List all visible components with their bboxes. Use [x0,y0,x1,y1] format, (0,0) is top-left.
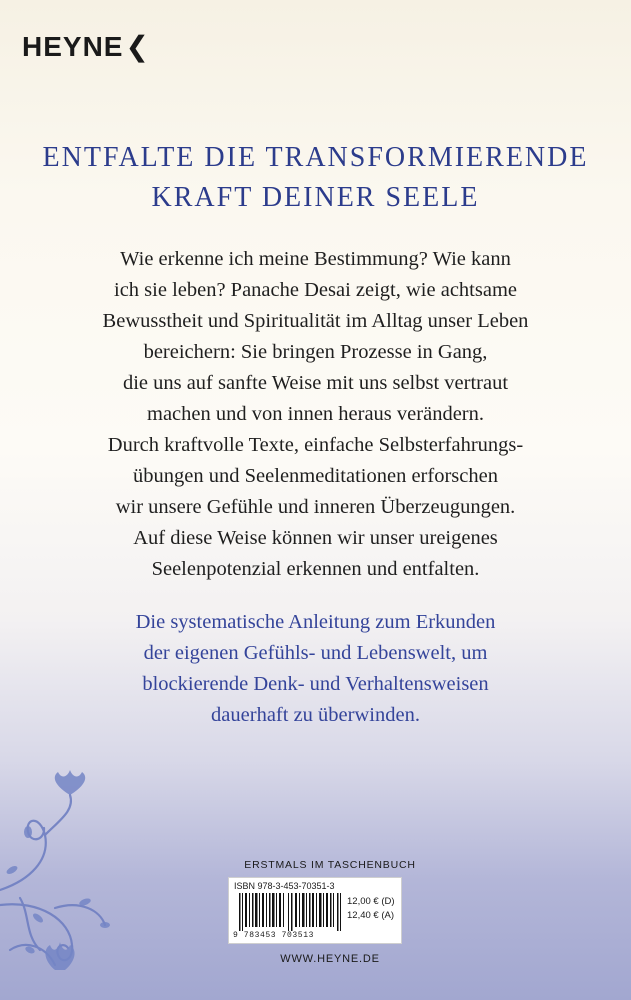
publisher-logo-mark: ❮ [125,31,150,62]
description-line: die uns auf sanfte Weise mit uns selbst vertraut [122,372,509,394]
description-line: machen und von innen heraus verändern. [147,403,484,425]
headline [0,138,631,218]
description-line: Seelenpotenzial erkennen und entfalten. [151,558,480,580]
description-line: Auf diese Weise können wir unser ureigenes [133,527,498,549]
tagline-line: dauerhaft zu überwinden. [211,704,420,726]
tagline-line: blockierende Denk- und Verhaltensweisen [142,673,489,695]
tagline-line: Die systematische Anleitung zum Erkunden [135,611,496,633]
description-line: Durch kraftvolle Texte, einfache Selbsterfahrungs- [107,434,524,456]
description-line: übungen und Seelenmeditationen erforschen [133,465,498,487]
description [0,244,631,585]
isbn-label: ISBN 978-3-453-70351-3 [234,881,335,891]
floral-ornament-icon [0,770,140,980]
tagline-line: der eigenen Gefühls- und Lebenswelt, um [143,642,488,664]
description-line: Wie erkenne ich meine Bestimmung? Wie kann [120,248,511,270]
publisher-logo [22,30,150,63]
publisher-website: WWW.HEYNE.DE [280,953,380,965]
headline-line: KRAFT DEINER SEELE [151,182,480,213]
barcode-box [228,877,402,944]
edition-note: ERSTMALS IM TASCHENBUCH [244,859,416,871]
barcode-icon [237,893,345,931]
barcode-digits: 9 783453 703513 [233,931,315,940]
price-germany: 12,00 € (D) [347,896,395,907]
description-line: bereichern: Sie bringen Prozesse in Gang, [143,341,488,363]
publisher-logo-text: HEYNE [22,31,124,62]
headline-line: ENTFALTE DIE TRANSFORMIERENDE [42,142,589,173]
description-line: wir unsere Gefühle und inneren Überzeugungen. [115,496,516,518]
description-line: Bewusstheit und Spiritualität im Alltag unser Leben [102,310,529,332]
price-austria: 12,40 € (A) [347,910,394,921]
price-list [347,895,395,923]
tagline [0,607,631,731]
description-line: ich sie leben? Panache Desai zeigt, wie achtsame [114,279,517,301]
